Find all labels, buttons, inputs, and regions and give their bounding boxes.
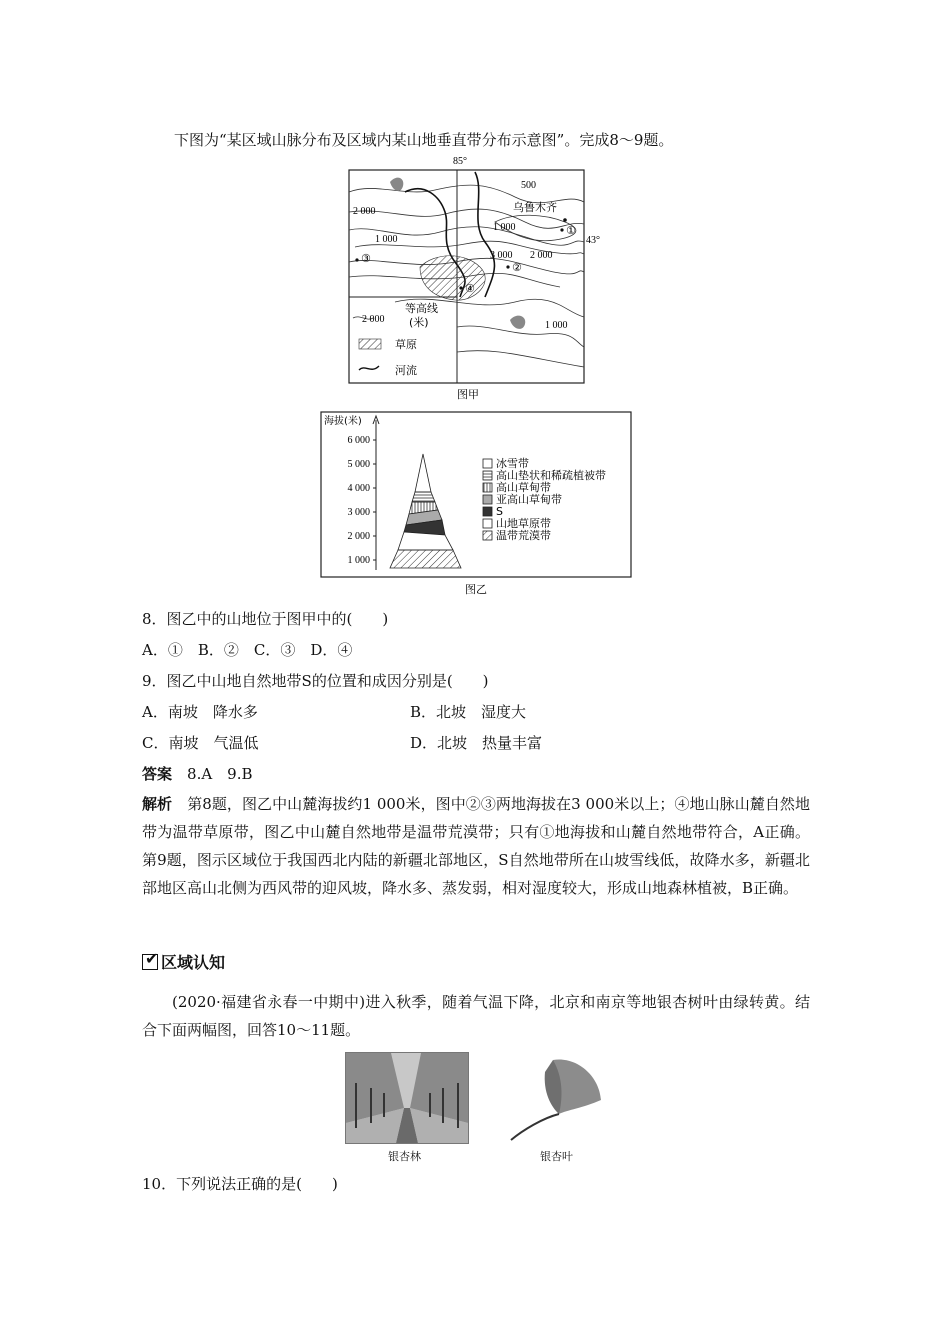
checkbox-icon: ✔: [142, 954, 158, 970]
answer-line: [142, 764, 253, 784]
legend-item: 温带荒漠带: [496, 529, 551, 542]
contour-label: 1 000: [375, 234, 398, 245]
ginkgo-leaf-image: [503, 1052, 603, 1144]
y-tick: 5 000: [347, 459, 370, 470]
contour-label: 2 000: [530, 250, 553, 261]
legend-item: 高山草甸带: [496, 481, 551, 494]
figure-yi-caption: 图乙: [465, 583, 487, 596]
y-axis-label: 海拔(米): [324, 416, 362, 427]
intro-text: 下图为“某区域山脉分布及区域内某山地垂直带分布示意图”。完成8～9题。: [174, 131, 674, 149]
q9-option-c: C．南坡 气温低: [142, 734, 259, 752]
figure-jia-caption: 图甲: [457, 388, 479, 401]
y-tick: 2 000: [347, 531, 370, 542]
answer-label: 答案: [142, 765, 173, 783]
q9-option-b: B．北坡 湿度大: [410, 703, 527, 721]
y-tick: 3 000: [347, 507, 370, 518]
y-tick: 1 000: [347, 555, 370, 566]
q9-option-a: A．南坡 降水多: [142, 703, 258, 721]
ginkgo-forest-image: [345, 1052, 469, 1144]
legend-contour-value: 2 000: [362, 314, 385, 325]
figure-yi-zonation: [318, 410, 634, 598]
point-4: ④: [465, 282, 475, 295]
leaf-caption: 银杏叶: [540, 1150, 573, 1163]
contour-label: 3 000: [490, 250, 513, 261]
q9-stem: 9．图乙中山地自然地带S的位置和成因分别是( ): [142, 672, 489, 690]
analysis-paragraph: [142, 790, 810, 902]
analysis-label: 解析: [142, 795, 173, 813]
contour-label: 1 000: [493, 222, 516, 233]
legend-item: 冰雪带: [496, 457, 529, 470]
intro-paragraph-2: (2020·福建省永春一中期中)进入秋季，随着气温下降，北京和南京等地银杏树叶由绿转黄。结合下面两幅图，回答10～11题。: [142, 993, 810, 1039]
legend-item: 山地草原带: [496, 517, 551, 530]
legend-item: S: [496, 505, 503, 518]
figure-jia-map: [345, 152, 600, 402]
answer-text: 8.A 9.B: [187, 765, 253, 783]
section-title: 区域认知: [161, 953, 226, 972]
latitude-label: 43°: [586, 235, 600, 246]
legend-contour-label: 等高线: [405, 302, 438, 315]
contour-label: 1 000: [545, 320, 568, 331]
legend-grassland: 草原: [395, 338, 417, 351]
longitude-label: 85°: [453, 156, 467, 167]
q10-stem: 10．下列说法正确的是( ): [142, 1175, 338, 1193]
contour-label: 500: [521, 180, 536, 191]
analysis-text: 第8题，图乙中山麓海拔约1 000米，图中②③两地海拔在3 000米以上；④地山脉山麓自然地带为温带草原带，图乙中山麓自然地带是温带荒漠带；只有①地海拔和山麓自然地带符合，A正确。第9题，图示区域位于我国西北内陆的新疆北部地区，S自然地带所在山坡雪线低，故降水多，新疆北部地区高山北侧为西风带的迎风坡，降水多、蒸发弱，相对湿度较大，形成山地森林植被，B正确。: [142, 795, 810, 897]
legend-contour-unit: (米): [409, 316, 429, 329]
q8-options: A．① B．② C．③ D．④: [142, 641, 353, 659]
point-3: ③: [361, 252, 371, 265]
city-label: 乌鲁木齐: [513, 201, 557, 214]
contour-label: 2 000: [353, 206, 376, 217]
y-tick: 4 000: [347, 483, 370, 494]
forest-caption: 银杏林: [388, 1150, 421, 1163]
section-header: [142, 949, 226, 973]
legend-river: 河流: [395, 364, 417, 377]
q9-option-d: D．北坡 热量丰富: [410, 734, 543, 752]
q8-stem: 8．图乙中的山地位于图甲中的( ): [142, 610, 389, 628]
y-tick: 6 000: [347, 435, 370, 446]
point-1: ①: [566, 224, 576, 237]
point-2: ②: [512, 261, 522, 274]
legend-item: 亚高山草甸带: [496, 493, 562, 506]
legend-item: 高山垫状和稀疏植被带: [496, 469, 606, 482]
